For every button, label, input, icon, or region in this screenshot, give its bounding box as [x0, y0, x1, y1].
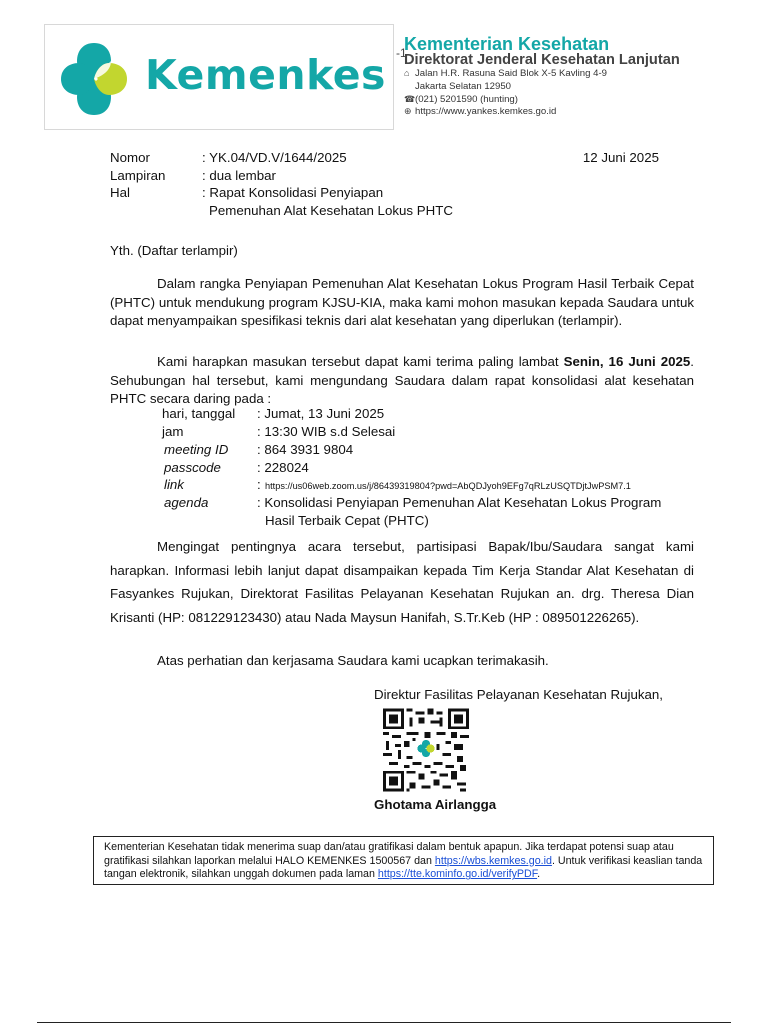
location-pin-icon: ⌂: [404, 68, 410, 78]
subject-line-1: : Rapat Konsolidasi Penyiapan: [202, 185, 384, 200]
number-value: : YK.04/VD.V/1644/2025: [202, 150, 347, 165]
kemenkes-logo-mark-icon: [59, 41, 129, 117]
directorate-name: Direktorat Jenderal Kesehatan Lanjutan: [404, 52, 680, 68]
signer-title: Direktur Fasilitas Pelayanan Kesehatan Rujukan,: [374, 687, 663, 702]
signer-name: Ghotama Airlangga: [374, 797, 497, 812]
website-line: ⊕ https://www.yankes.kemkes.go.id: [404, 106, 557, 117]
phone-icon: ☎: [404, 94, 416, 104]
qr-code-icon: [383, 708, 469, 792]
kemenkes-logo: [44, 24, 394, 130]
page-mark: -1: [396, 46, 407, 60]
paragraph-3: Mengingat pentingnya acara tersebut, partisipasi Bapak/Ibu/Saudara sangat kami harapkan. Informasi lebih lanjut dapat disampaikan kepada Tim Kerja Standar Alat Kesehatan di Fasyankes Rujukan, Direktorat Fasilitas Pelayanan Kesehatan Rujukan an. drg. Theresa Dian Krisanti (HP: 081229123430) atau Nada Maysun Hanifah, S.Tr.Keb (HP : 089501226265).: [110, 539, 694, 625]
phone-line: ☎(021) 5201590 (hunting): [404, 94, 518, 105]
globe-icon: ⊕: [404, 106, 412, 116]
paragraph-1: Dalam rangka Penyiapan Pemenuhan Alat Kesehatan Lokus Program Hasil Terbaik Cepat (PHTC) untuk mendukung program KJSU-KIA, maka kami mohon masukan kepada Saudara untuk dapat menyampaikan spesifikasi teknis dari alat kesehatan yang diperlukan (terlampir).: [110, 276, 694, 328]
ministry-name: Kementerian Kesehatan: [404, 34, 610, 54]
verify-pdf-link[interactable]: https://tte.kominfo.go.id/verifyPDF: [377, 868, 538, 881]
number-label: Nomor: [110, 150, 150, 165]
logo-wordmark: Kemenkes: [145, 51, 386, 99]
subject-label: Hal: [110, 185, 130, 200]
attachment-value: : dua lembar: [202, 168, 276, 183]
address-line-1: ⌂ Jalan H.R. Rasuna Said Blok X-5 Kavling 4-9: [404, 68, 607, 79]
bottom-divider: [37, 1022, 731, 1023]
detail-agenda-line-2: Hasil Terbaik Cepat (PHTC): [265, 513, 429, 528]
wbs-link[interactable]: https://wbs.kemkes.go.id: [434, 854, 552, 867]
subject-line-2: Pemenuhan Alat Kesehatan Lokus PHTC: [209, 203, 453, 218]
attachment-label: Lampiran: [110, 168, 166, 183]
recipient: Yth. (Daftar terlampir): [110, 243, 238, 258]
deadline-date: Senin, 16 Juni 2025: [563, 354, 691, 369]
gratification-notice: Kementerian Kesehatan tidak menerima suap dan/atau gratifikasi dalam bentuk apapun. Jika terdapat potensi suap atau gratifikasi silahkan laporkan melalui HALO KEMENKES 1500567 dan https://wbs.kemkes.go.id. Untuk verifikasi keaslian tanda tangan elektronik, silahkan unggah dokumen pada laman https://tte.kominfo.go.id/verifyPDF.: [93, 836, 714, 885]
zoom-link[interactable]: https://us06web.zoom.us/j/86439319804?pwd=AbQDJyoh9EFg7qRLzUSQTDjtJwPSM7.1: [265, 481, 631, 491]
letter-date: 12 Juni 2025: [582, 150, 659, 165]
paragraph-2: Kami harapkan masukan tersebut dapat kami terima paling lambat Senin, 16 Juni 2025. Sehubungan hal tersebut, kami mengundang Saudara dalam rapat konsolidasi alat kesehatan PHTC secara daring pada :: [110, 354, 694, 406]
address-line-2: Jakarta Selatan 12950: [415, 81, 512, 92]
closing-sentence: Atas perhatian dan kerjasama Saudara kami ucapkan terimakasih.: [157, 653, 549, 668]
